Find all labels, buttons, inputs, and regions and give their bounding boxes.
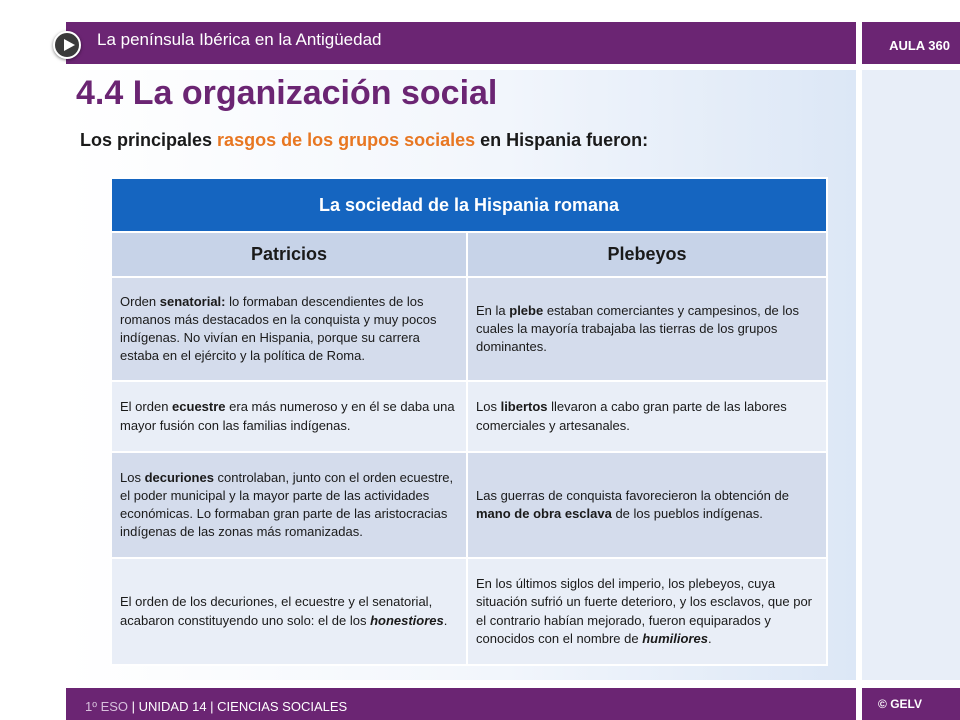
cell-text: El orden <box>120 399 173 415</box>
table-row <box>111 381 827 452</box>
cell-text: de los pueblos indígenas. <box>611 506 763 521</box>
footer-course: 1º ESO <box>85 699 129 714</box>
slide-subtitle <box>80 130 648 151</box>
cell-text: En la <box>476 302 510 318</box>
cell-text: Orden <box>120 293 160 309</box>
cell-text: estaban comerciantes y campesinos, de los cuales la mayoría trabajaba las tierras de los grupos dominantes. <box>476 302 800 355</box>
copyright: © GELV <box>878 697 922 711</box>
table-cell <box>111 452 467 558</box>
cell-text: Los <box>120 469 145 485</box>
cell-text: controlaban, junto con el orden ecuestre, el poder municipal y la mayor parte de las actividades económicas. Lo formaban gran parte de las aristocracias indígenas de las zonas más romanizadas. <box>120 469 454 540</box>
table-cell <box>467 381 827 452</box>
keyword: humiliores <box>642 630 708 646</box>
cell-text: En los últimos siglos del imperio, los plebeyos, cuya situación sufrió un fuerte deterioro, y los esclavos, que por el contrario habían mejorado, fueron equiparados y conocidos con el nombre de <box>476 576 813 646</box>
table-cell <box>467 277 827 381</box>
keyword: mano de obra esclava <box>476 506 612 521</box>
keyword: ecuestre <box>172 399 226 415</box>
play-icon[interactable] <box>53 31 81 59</box>
subtitle-highlight: rasgos de los grupos sociales <box>217 130 476 150</box>
society-table <box>110 177 828 666</box>
keyword: senatorial: <box>159 293 226 309</box>
cell-text: era más numeroso y en él se daba una mayor fusión con las familias indígenas. <box>120 399 455 433</box>
cell-text: Los <box>476 399 501 415</box>
subtitle-text: Los principales <box>80 130 218 150</box>
footer-text <box>85 699 347 714</box>
cell-text: . <box>443 612 448 628</box>
slide-title: 4.4 La organización social <box>76 74 498 112</box>
footer-unit: | UNIDAD 14 | CIENCIAS SOCIALES <box>128 699 348 714</box>
brand-logo: AULA 360 <box>889 38 950 53</box>
cell-text: Las guerras de conquista favorecieron la obtención de <box>476 487 789 503</box>
column-header-plebeyos: Plebeyos <box>467 232 827 277</box>
keyword: libertos <box>500 399 548 415</box>
cell-text: lo formaban descendientes de los romanos más destacados en la conquista y muy pocos indígenas. No vivían en Hispania, porque su carrera estaba en el ejército y la política de Roma. <box>120 293 437 364</box>
cell-text: El orden de los decuriones, el ecuestre y el senatorial, acabaron constituyendo uno solo: el de los <box>120 594 433 628</box>
table-row <box>111 452 827 558</box>
keyword: decuriones <box>144 469 214 485</box>
keyword: honestiores <box>370 612 444 628</box>
cell-text: llevaron a cabo gran parte de las labores comerciales y artesanales. <box>476 399 787 433</box>
subtitle-text: en Hispania fueron: <box>475 130 649 150</box>
table-cell <box>111 558 467 665</box>
table-cell <box>467 452 827 558</box>
table-cell <box>111 381 467 452</box>
keyword: plebe <box>509 302 544 318</box>
column-header-patricios: Patricios <box>111 232 467 277</box>
table-row <box>111 558 827 665</box>
table-cell <box>111 277 467 381</box>
header-title: La península Ibérica en la Antigüedad <box>97 30 382 49</box>
table-cell <box>467 558 827 665</box>
table-title: La sociedad de la Hispania romana <box>111 178 827 232</box>
cell-text: . <box>707 630 712 646</box>
table-row <box>111 277 827 381</box>
side-panel <box>862 70 960 680</box>
